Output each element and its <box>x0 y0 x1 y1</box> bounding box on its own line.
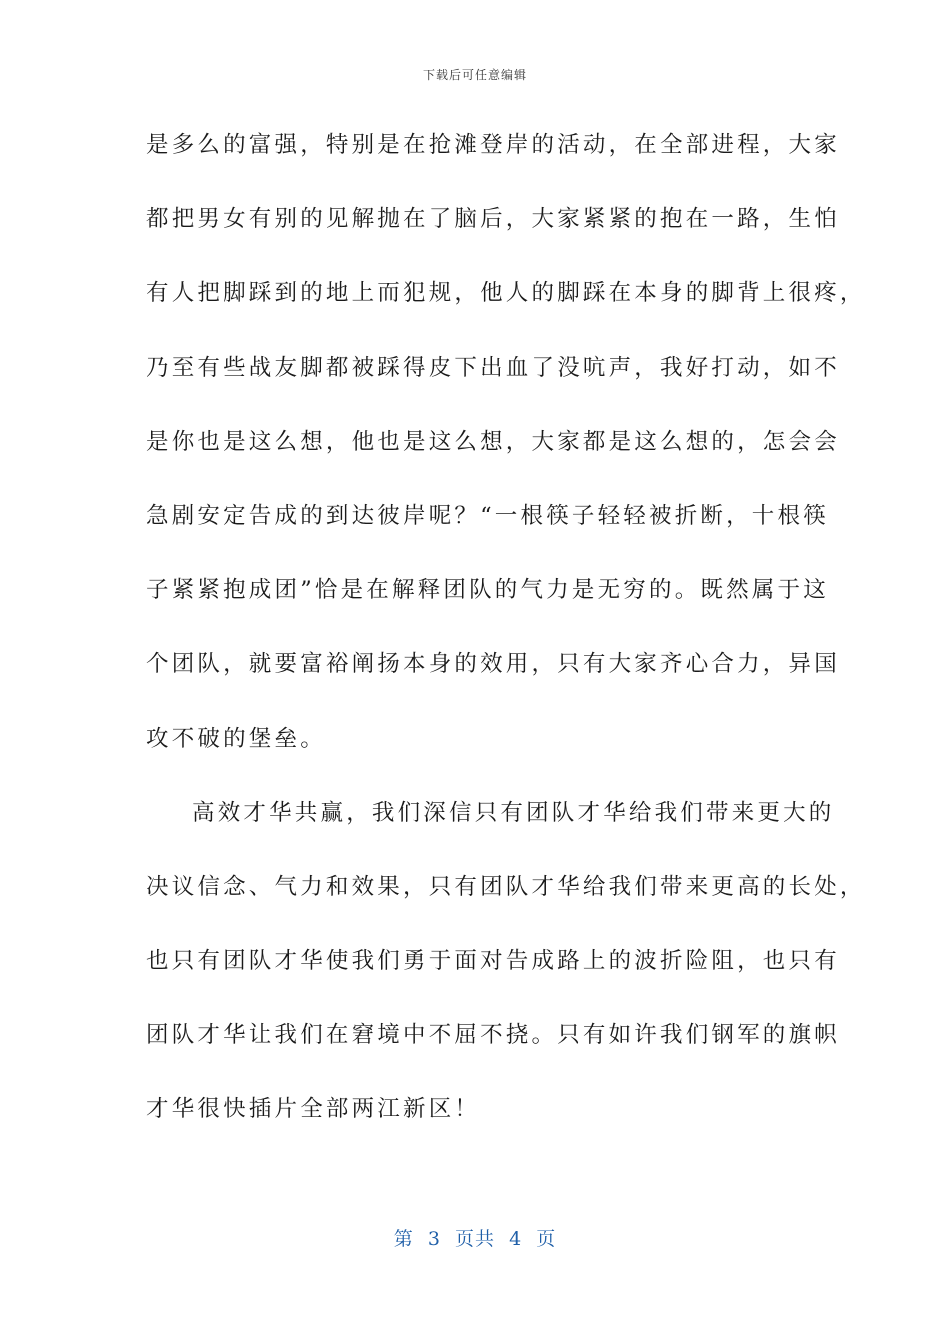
text-line: 攻不破的堡垒。 <box>146 725 326 752</box>
text-line: 才华很快插片全部两江新区！ <box>146 1096 481 1123</box>
page-header: 下载后可任意编辑 <box>422 68 527 82</box>
text-line: 决议信念、气力和效果，只有团队才华给我们带来更高的长处， <box>146 873 866 900</box>
paragraph-start-line: 高效才华共赢，我们深信只有团队才华给我们带来更大的 <box>192 799 835 826</box>
text-line: 是你也是这么想，他也是这么想，大家都是这么想的，怎会会 <box>146 428 840 455</box>
text-line: 是多么的富强，特别是在抢滩登岸的活动，在全部进程，大家 <box>146 132 840 158</box>
page-number-footer: 第 3 页共 4 页 <box>393 1228 557 1250</box>
text-line: 都把男女有别的见解抛在了脑后，大家紧紧的抱在一路，生怕 <box>146 206 840 233</box>
text-line: 急剧安定告成的到达彼岸呢？“一根筷子轻轻被折断，十根筷 <box>146 502 829 529</box>
text-line: 乃至有些战友脚都被踩得皮下出血了没吭声，我好打动，如不 <box>146 354 840 381</box>
text-line: 团队才华让我们在窘境中不屈不挠。只有如许我们钢军的旗帜 <box>146 1022 840 1049</box>
text-line: 有人把脚踩到的地上而犯规，他人的脚踩在本身的脚背上很疼， <box>146 280 866 307</box>
document-body <box>146 123 866 1162</box>
text-line: 子紧紧抱成团”恰是在解释团队的气力是无穷的。既然属于这 <box>146 577 829 604</box>
text-line: 个团队，就要富裕阐扬本身的效用，只有大家齐心合力，异国 <box>146 651 840 678</box>
text-line: 也只有团队才华使我们勇于面对告成路上的波折险阻，也只有 <box>146 948 840 975</box>
